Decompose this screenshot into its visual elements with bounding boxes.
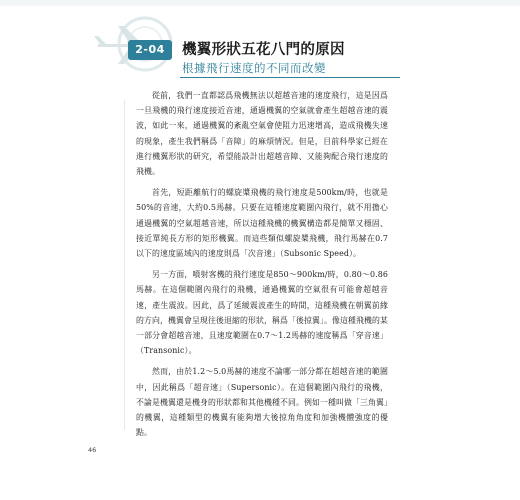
body-text bbox=[136, 88, 388, 446]
paragraph-3: 另一方面，噴射客機的飛行速度是850～900km/時，0.80～0.86馬赫。在這個範圍內飛行的飛機，通過機翼的空氣很有可能會超越音速，產生震波。因此，爲了延緩震波產生的時間，這種飛機在朝翼前緣的方向，機翼會呈現往後退縮的形狀，稱爲「後掠翼」。像這種飛機的某一部分會超越音速，且速度範圍在0.7～1.2馬赫的速度稱爲「穿音速」（Transonic）。 bbox=[136, 270, 388, 356]
title-underline bbox=[180, 77, 400, 78]
paragraph-1: 從前，我們一直都認爲飛機無法以超越音速的速度飛行，這是因爲一旦飛機的飛行速度接近音速，通過機翼的空氣就會產生超越音速的震波，如此一來，通過機翼的紊亂空氣會使阻力迅速增高，造成飛機失速的現象，產生我們稱爲「音障」的麻煩情況。但是，目前科學家已經在進行機翼形狀的研究，希望能設計出超越音障、又能夠配合飛行速度的飛機。 bbox=[136, 91, 388, 177]
margin-rule bbox=[124, 100, 125, 430]
page-subtitle: 根據飛行速度的不同而改變 bbox=[182, 61, 326, 75]
page-top-edge bbox=[0, 0, 520, 6]
page-number: 46 bbox=[88, 446, 97, 454]
paragraph-2: 首先，短距離航行的螺旋槳飛機的飛行速度是500km/時，也就是50%的音速，大約0.5馬赫。只要在這種速度範圍內飛行，就不用擔心通過機翼的空氣超越音速，所以這種飛機的機翼構造都是簡單又穩固、接近單純長方形的矩形機翼。而這些類似螺旋槳飛機，飛行馬赫在0.7以下的速度區域內的速度則爲「次音速」（Subsonic Speed）。 bbox=[136, 188, 388, 259]
paragraph-4: 然而，由於1.2～5.0馬赫的速度不論哪一部分都在超越音速的範圍中，因此稱爲「超音速」（Supersonic）。在這個範圍內飛行的飛機，不論是機翼還是機身的形狀都和其他機種不同。例如一種叫做「三角翼」的機翼，這種類型的機翼有能夠增大後掠角角度和加強機體強度的優點。 bbox=[136, 367, 388, 438]
section-number-badge: 2-04 bbox=[128, 40, 172, 60]
page-title: 機翼形狀五花八門的原因 bbox=[182, 42, 345, 58]
